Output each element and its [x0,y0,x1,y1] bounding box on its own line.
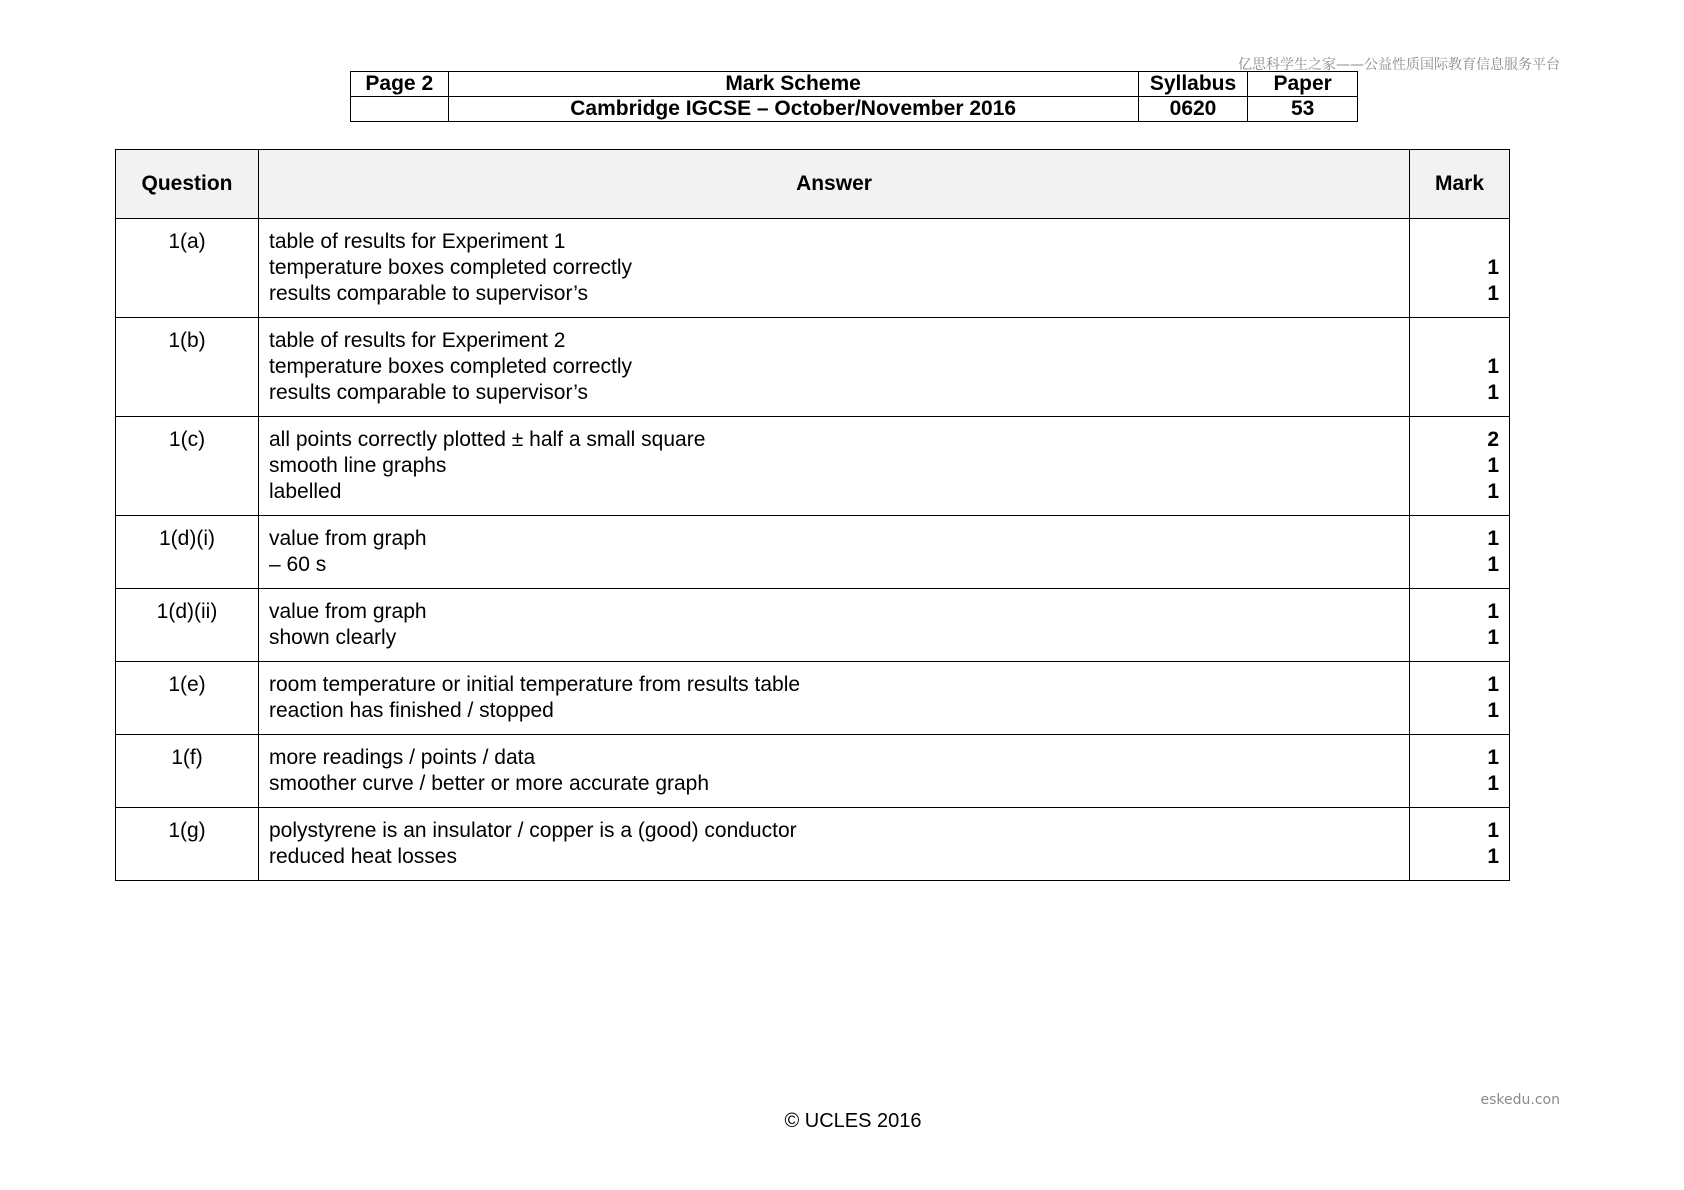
question-number: 1(a) [116,219,259,318]
answer-line: more readings / points / data [269,746,536,769]
table-row [116,219,1510,318]
mark-value: 1 [1487,626,1499,649]
page-number: Page 2 [351,72,449,97]
mark-cell [1410,735,1510,808]
mark-cell [1410,662,1510,735]
column-header-mark: Mark [1410,150,1510,219]
mark-cell [1410,808,1510,881]
mark-value: 1 [1487,256,1499,279]
doc-title: Mark Scheme [448,72,1138,97]
answer-cell [259,417,1410,516]
answer-line: smoother curve / better or more accurate graph [269,772,710,795]
question-number: 1(c) [116,417,259,516]
table-row [116,735,1510,808]
mark-value: 1 [1487,454,1499,477]
answer-line: results comparable to supervisor’s [269,381,589,404]
question-number: 1(g) [116,808,259,881]
table-row [116,318,1510,417]
mark-cell [1410,219,1510,318]
answer-line: table of results for Experiment 1 [269,230,566,253]
mark-cell [1410,516,1510,589]
mark-value: 2 [1487,428,1499,451]
mark-value: 1 [1487,381,1499,404]
mark-value: 1 [1487,746,1499,769]
empty-cell [351,97,449,122]
mark-value: 1 [1487,553,1499,576]
mark-value: 1 [1487,355,1499,378]
footer-copyright: © UCLES 2016 [784,1110,922,1132]
table-row [116,417,1510,516]
answer-cell [259,318,1410,417]
mark-value: 1 [1487,699,1499,722]
question-number: 1(d)(i) [116,516,259,589]
answer-line: – 60 s [269,553,327,576]
answer-line: value from graph [269,527,427,550]
answer-cell [259,589,1410,662]
mark-cell [1410,417,1510,516]
watermark-bottom: eskedu.con [1480,1092,1560,1108]
mark-scheme-table [115,149,1510,881]
answer-cell [259,735,1410,808]
header-table [350,71,1358,122]
answer-line: all points correctly plotted ± half a small square [269,428,706,451]
answer-cell [259,219,1410,318]
paper-value: 53 [1248,97,1358,122]
watermark-top: 亿思科学生之家——公益性质国际教育信息服务平台 [1238,57,1560,73]
mark-scheme-body [116,219,1510,881]
table-row [116,516,1510,589]
table-row [116,808,1510,881]
answer-line: temperature boxes completed correctly [269,355,632,378]
mark-value: 1 [1487,673,1499,696]
question-number: 1(f) [116,735,259,808]
mark-value: 1 [1487,819,1499,842]
answer-line: reduced heat losses [269,845,457,868]
paper-label: Paper [1248,72,1358,97]
table-row [116,589,1510,662]
answer-line: labelled [269,480,342,503]
question-number: 1(b) [116,318,259,417]
mark-cell [1410,589,1510,662]
question-number: 1(e) [116,662,259,735]
syllabus-value: 0620 [1138,97,1248,122]
mark-value: 1 [1487,600,1499,623]
answer-line: value from graph [269,600,427,623]
answer-line: reaction has finished / stopped [269,699,554,722]
question-number: 1(d)(ii) [116,589,259,662]
answer-cell [259,808,1410,881]
answer-line: table of results for Experiment 2 [269,329,566,352]
mark-value: 1 [1487,845,1499,868]
answer-cell [259,662,1410,735]
answer-line: shown clearly [269,626,397,649]
table-row [116,662,1510,735]
mark-value: 1 [1487,480,1499,503]
doc-subtitle: Cambridge IGCSE – October/November 2016 [448,97,1138,122]
mark-value: 1 [1487,282,1499,305]
answer-line: results comparable to supervisor’s [269,282,589,305]
column-header-answer: Answer [259,150,1410,219]
mark-value [1420,229,1499,255]
answer-line: temperature boxes completed correctly [269,256,632,279]
mark-value: 1 [1487,772,1499,795]
mark-cell [1410,318,1510,417]
answer-cell [259,516,1410,589]
mark-value: 1 [1487,527,1499,550]
mark-value [1420,328,1499,354]
syllabus-label: Syllabus [1138,72,1248,97]
column-header-question: Question [116,150,259,219]
answer-line: smooth line graphs [269,454,447,477]
answer-line: polystyrene is an insulator / copper is a (good) conductor [269,819,797,842]
answer-line: room temperature or initial temperature from results table [269,673,801,696]
